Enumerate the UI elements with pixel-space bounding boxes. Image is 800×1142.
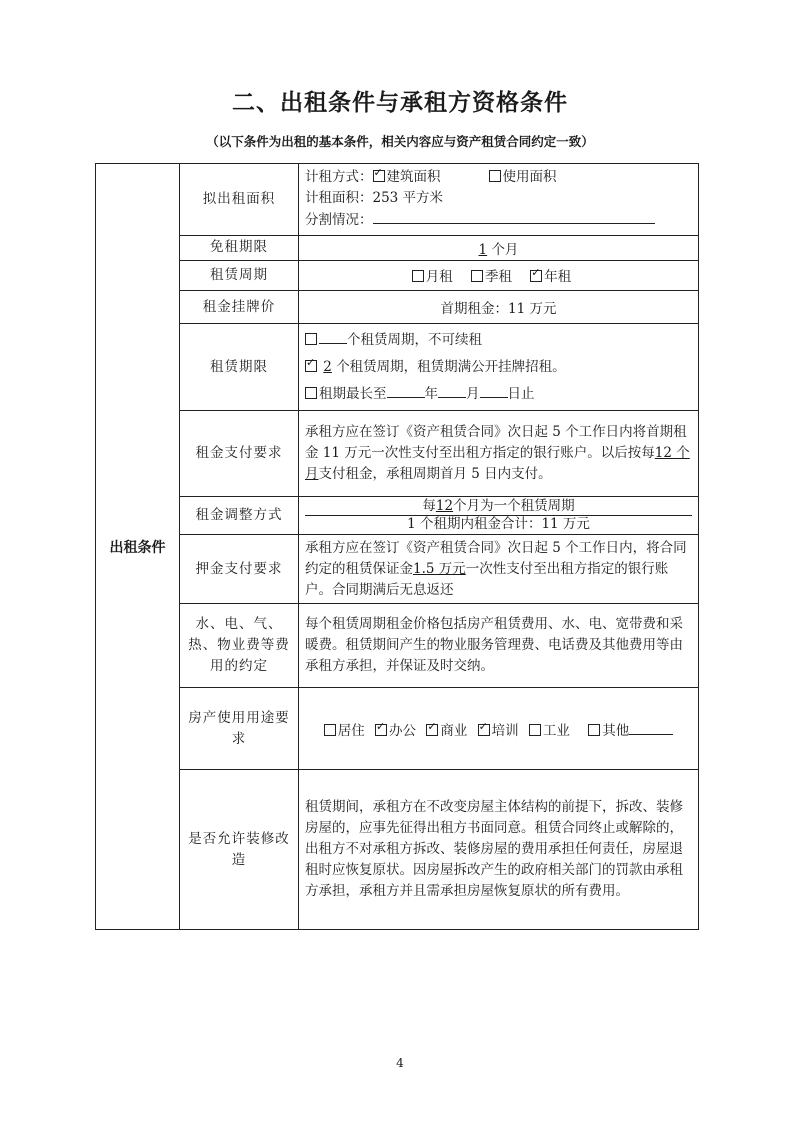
adjustment-top-number: 12 [435, 498, 454, 515]
utilities-value: 每个租赁周期租金价格包括房产租赁费用、水、电、宽带费和采暖费。租赁期间产生的物业服务管理费、电话费及其他费用等由承租方承担，并保证及时交纳。 [299, 603, 699, 687]
rent-payment-text-a: 承租方应在签订《资产租赁合同》次日起 5 个工作日内将首期租金 11 万元一次性支付至出租方指定的银行账户。以后按每 [305, 424, 687, 462]
term-day-blank [480, 383, 508, 398]
row-renovation [96, 770, 699, 930]
term-option-3-prefix: 租期最长至 [319, 385, 387, 402]
usage-option-residential [324, 723, 365, 739]
term-day-label: 日止 [507, 385, 535, 402]
residential-label: 居住 [337, 722, 365, 739]
page-title: 二、出租条件与承租方资格条件 [232, 90, 568, 116]
term-label: 租赁期限 [180, 324, 299, 411]
adjustment-total-line: 1 个租期内租金合计：11 万元 [407, 516, 590, 533]
area-split-blank [373, 209, 655, 224]
cycle-label: 租赁周期 [180, 260, 299, 290]
section-label: 出租条件 [96, 164, 180, 930]
industrial-label: 工业 [542, 722, 570, 739]
adjustment-value [299, 496, 699, 534]
yearly-checkbox[interactable] [530, 270, 542, 282]
cycle-options [299, 260, 699, 290]
deposit-text-a: 承租方应在签订《资产租赁合同》次日起 5 个工作日内，将合同约定的租赁保证金 [305, 539, 687, 577]
rent-payment-value [299, 411, 699, 497]
other-label: 其他 [602, 722, 630, 739]
term-option-1 [305, 327, 692, 354]
free-period-number: 1 [478, 241, 488, 258]
page-subtitle: （以下条件为出租的基本条件，相关内容应与资产租赁合同约定一致） [206, 134, 594, 149]
deposit-text-b: 一次性支付至出租方指定的银行账户。合同期满后无息返还 [305, 560, 669, 598]
training-label: 培训 [491, 722, 519, 739]
term-option-2-number: 2 [323, 358, 332, 375]
commercial-checkbox[interactable] [426, 724, 438, 736]
term-option-2-checkbox[interactable] [305, 360, 317, 372]
term-month-blank [438, 383, 466, 398]
industrial-checkbox[interactable] [529, 724, 541, 736]
term-option-1-checkbox[interactable] [305, 333, 317, 345]
adjustment-label: 租金调整方式 [180, 496, 299, 534]
adjustment-cycle-line [305, 498, 692, 516]
term-month-label: 月 [466, 385, 480, 402]
area-value [299, 164, 699, 236]
yearly-label: 年租 [544, 269, 572, 286]
listing-price-label: 租金挂牌价 [180, 291, 299, 324]
term-option-3-checkbox[interactable] [305, 387, 317, 399]
row-usage [96, 687, 699, 770]
rent-payment-text-b: 支付租金，承租周期首月 5 日内支付。 [318, 466, 552, 483]
row-deposit [96, 535, 699, 604]
row-rent-payment [96, 411, 699, 497]
other-blank [629, 720, 673, 735]
monthly-checkbox[interactable] [412, 270, 424, 282]
area-method-line [305, 167, 692, 188]
usage-label: 房产使用用途要求 [180, 687, 299, 770]
office-label: 办公 [389, 722, 417, 739]
quarterly-checkbox[interactable] [471, 270, 483, 282]
utilities-label: 水、电、气、热、物业费等费用的约定 [180, 603, 299, 687]
deposit-amount: 1.5 万元 [413, 560, 466, 577]
row-term [96, 324, 699, 411]
area-size-line: 计租面积：253 平方米 [305, 190, 444, 207]
row-utilities [96, 603, 699, 687]
usage-option-other [588, 723, 673, 739]
row-free-period [96, 235, 699, 260]
residential-checkbox[interactable] [324, 724, 336, 736]
term-year-label: 年 [424, 385, 438, 402]
area-method-prefix: 计租方式： [305, 169, 373, 186]
usage-options [299, 687, 699, 770]
building-area-label: 建筑面积 [386, 169, 441, 186]
usage-option-industrial [529, 723, 570, 739]
row-cycle [96, 260, 699, 290]
usage-option-commercial [426, 723, 467, 739]
page-number: 4 [396, 1056, 404, 1070]
renovation-value: 租赁期间，承租方在不改变房屋主体结构的前提下，拆改、装修房屋的，应事先征得出租方书面同意。租赁合同终止或解除的，出租方不对承租方拆改、装修房屋的费用承担任何责任，房屋退租时应恢复原状。因房屋拆改产生的政府相关部门的罚款由承租方承担，承租方并且需承担房屋恢复原状的所有费用。 [299, 770, 699, 930]
office-checkbox[interactable] [375, 724, 387, 736]
adjustment-top-b: 个月为一个租赁周期 [453, 498, 575, 515]
training-checkbox[interactable] [478, 724, 490, 736]
row-adjustment [96, 496, 699, 534]
area-label: 拟出租面积 [180, 164, 299, 236]
renovation-label: 是否允许装修改造 [180, 770, 299, 930]
term-option-2-text: 个租赁周期，租赁期满公开挂牌招租。 [336, 358, 566, 375]
monthly-label: 月租 [425, 269, 453, 286]
free-period-label: 免租期限 [180, 235, 299, 260]
row-area [96, 164, 699, 236]
term-option-3 [305, 381, 692, 408]
deposit-label: 押金支付要求 [180, 535, 299, 604]
term-option-1-blank [319, 329, 347, 344]
area-split-line [305, 209, 692, 231]
term-option-1-text: 个租赁周期，不可续租 [347, 331, 482, 348]
usage-option-office [375, 723, 416, 739]
rent-payment-interval: 12 个月 [305, 445, 690, 483]
free-period-unit: 个月 [491, 241, 519, 258]
lease-conditions-table [95, 163, 699, 930]
listing-price-value: 首期租金：11 万元 [299, 291, 699, 324]
area-split-label: 分割情况： [305, 212, 373, 229]
quarterly-label: 季租 [485, 269, 512, 286]
usable-area-label: 使用面积 [502, 169, 557, 186]
building-area-checkbox[interactable] [373, 170, 385, 182]
term-year-blank [387, 383, 425, 398]
usable-area-checkbox[interactable] [489, 170, 501, 182]
adjustment-top-a: 每 [422, 498, 436, 515]
rent-payment-label: 租金支付要求 [180, 411, 299, 497]
other-checkbox[interactable] [588, 724, 600, 736]
commercial-label: 商业 [440, 722, 468, 739]
usage-option-training [478, 723, 519, 739]
term-option-2 [305, 354, 692, 381]
term-value [299, 324, 699, 411]
free-period-value [299, 235, 699, 260]
row-listing-price [96, 291, 699, 324]
deposit-value [299, 535, 699, 604]
